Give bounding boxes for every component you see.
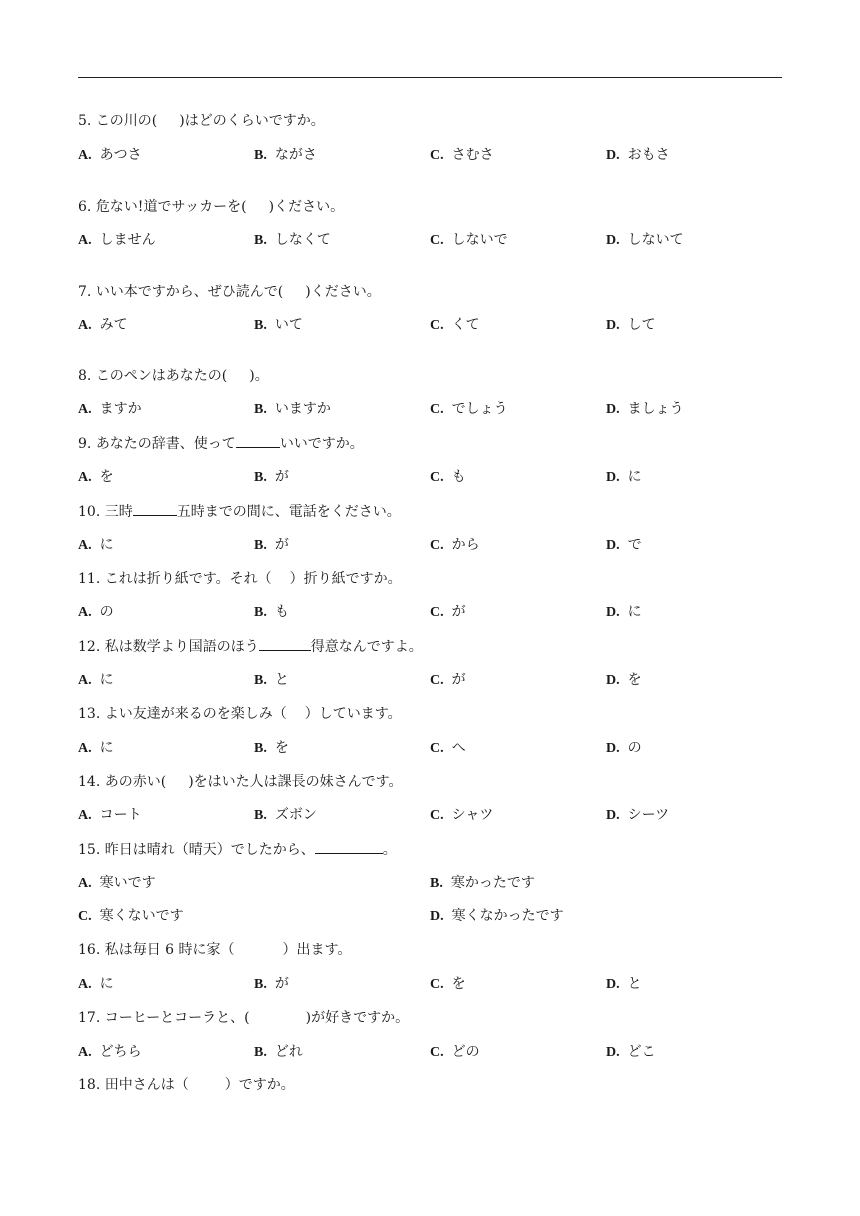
question-number: 12. xyxy=(78,639,101,655)
question-text-start: 昨日は晴れ（晴天）でしたから、 xyxy=(104,842,315,858)
option-b[interactable] xyxy=(430,874,535,893)
option-label: B. xyxy=(254,318,267,333)
option-label: A. xyxy=(78,673,92,688)
option-label: D. xyxy=(606,233,620,248)
question-number: 14. xyxy=(78,774,101,790)
option-c[interactable] xyxy=(430,806,493,825)
option-label: C. xyxy=(430,470,444,485)
option-d[interactable] xyxy=(606,603,642,622)
option-d[interactable] xyxy=(606,536,642,555)
option-c[interactable] xyxy=(430,468,466,487)
question-text-start: 田中さんは（ xyxy=(104,1077,189,1093)
option-c[interactable] xyxy=(430,231,508,250)
option-label: C. xyxy=(430,1045,444,1060)
option-text: おもさ xyxy=(627,147,670,163)
option-a[interactable] xyxy=(78,1043,142,1062)
question-text-end: )はどのくらいですか。 xyxy=(179,113,325,129)
option-label: A. xyxy=(78,808,92,823)
question-text-end: )をはいた人は課長の妹さんです。 xyxy=(188,774,403,790)
option-text: を xyxy=(99,469,114,485)
question-text-start: コーヒーとコーラと、( xyxy=(104,1010,250,1026)
option-text: ながさ xyxy=(274,147,317,163)
question-number: 9. xyxy=(78,436,92,452)
option-label: B. xyxy=(254,1045,267,1060)
question-number: 15. xyxy=(78,842,101,858)
option-label: D. xyxy=(606,741,620,756)
option-b[interactable] xyxy=(254,316,303,335)
option-label: A. xyxy=(78,318,92,333)
question-text-start: よい友達が来るのを楽しみ（ xyxy=(104,706,287,722)
option-text: を xyxy=(627,672,642,688)
option-text: どの xyxy=(451,1044,480,1060)
option-text: 寒くないです xyxy=(99,908,184,924)
option-d[interactable] xyxy=(606,316,656,335)
option-label: A. xyxy=(78,402,92,417)
option-label: C. xyxy=(430,741,444,756)
option-label: C. xyxy=(430,318,444,333)
question-blank xyxy=(133,502,177,516)
question-9 xyxy=(78,434,364,453)
option-label: C. xyxy=(78,909,92,924)
header-rule xyxy=(78,77,782,78)
question-text-end: )ください。 xyxy=(268,199,345,215)
option-text: どちら xyxy=(99,1044,142,1060)
question-number: 5. xyxy=(78,113,92,129)
question-12 xyxy=(78,637,423,656)
option-label: D. xyxy=(606,538,620,553)
option-label: A. xyxy=(78,741,92,756)
option-text: あつさ xyxy=(99,147,142,163)
option-label: D. xyxy=(606,808,620,823)
option-b[interactable] xyxy=(254,739,289,758)
option-label: B. xyxy=(254,673,267,688)
option-text: みて xyxy=(99,317,128,333)
question-6 xyxy=(78,198,344,216)
option-label: B. xyxy=(254,233,267,248)
question-text-end: ）折り紙ですか。 xyxy=(289,571,402,587)
option-text: に xyxy=(99,537,114,553)
option-label: C. xyxy=(430,148,444,163)
option-b[interactable] xyxy=(254,231,331,250)
option-label: D. xyxy=(606,977,620,992)
question-14 xyxy=(78,773,403,791)
option-a[interactable] xyxy=(78,316,128,335)
option-d[interactable] xyxy=(606,975,642,994)
option-d[interactable] xyxy=(606,806,669,825)
question-17 xyxy=(78,1009,409,1027)
option-a[interactable] xyxy=(78,231,156,250)
option-label: A. xyxy=(78,470,92,485)
option-b[interactable] xyxy=(254,603,289,622)
option-label: D. xyxy=(606,402,620,417)
option-a[interactable] xyxy=(78,874,156,893)
option-text: しません xyxy=(99,232,156,248)
option-label: A. xyxy=(78,876,92,891)
option-label: B. xyxy=(254,741,267,756)
option-label: B. xyxy=(254,538,267,553)
question-text-end: 。 xyxy=(382,842,397,858)
option-label: A. xyxy=(78,977,92,992)
option-a[interactable] xyxy=(78,400,142,419)
question-number: 10. xyxy=(78,504,101,520)
option-a[interactable] xyxy=(78,806,142,825)
question-text-end: いいですか。 xyxy=(279,436,364,452)
question-text-start: 私は数学より国語のほう xyxy=(104,639,259,655)
option-text: に xyxy=(627,604,642,620)
option-text: が xyxy=(274,976,289,992)
option-text: に xyxy=(99,976,114,992)
option-b[interactable] xyxy=(254,146,317,165)
option-c[interactable] xyxy=(430,316,480,335)
option-text: でしょう xyxy=(451,401,508,417)
question-number: 17. xyxy=(78,1010,101,1026)
option-c[interactable] xyxy=(430,603,466,622)
option-label: A. xyxy=(78,605,92,620)
option-label: A. xyxy=(78,1045,92,1060)
question-16 xyxy=(78,941,351,959)
option-text: が xyxy=(274,469,289,485)
option-text: ますか xyxy=(99,401,142,417)
option-label: D. xyxy=(606,470,620,485)
option-a[interactable] xyxy=(78,975,114,994)
option-label: D. xyxy=(606,673,620,688)
option-text: さむさ xyxy=(451,147,494,163)
option-text: しなくて xyxy=(274,232,331,248)
option-d[interactable] xyxy=(606,231,684,250)
option-label: B. xyxy=(254,148,267,163)
option-label: B. xyxy=(254,470,267,485)
option-label: B. xyxy=(254,605,267,620)
option-text: シーツ xyxy=(627,807,670,823)
option-text: と xyxy=(627,976,642,992)
option-label: D. xyxy=(606,605,620,620)
question-number: 11. xyxy=(78,571,101,587)
option-label: D. xyxy=(606,148,620,163)
option-text: ましょう xyxy=(627,401,684,417)
question-number: 7. xyxy=(78,284,92,300)
question-text-start: これは折り紙です。それ（ xyxy=(104,571,272,587)
question-13 xyxy=(78,705,402,723)
question-text-end: )。 xyxy=(249,368,269,384)
option-d[interactable] xyxy=(606,1043,656,1062)
option-text: へ xyxy=(451,740,466,756)
option-d[interactable] xyxy=(606,671,642,690)
question-text-start: 危ない!道でサッカーを( xyxy=(95,199,247,215)
option-a[interactable] xyxy=(78,536,114,555)
option-label: C. xyxy=(430,605,444,620)
option-d[interactable] xyxy=(606,146,670,165)
question-blank xyxy=(236,434,280,448)
option-a[interactable] xyxy=(78,603,114,622)
option-text: を xyxy=(274,740,289,756)
question-blank xyxy=(259,637,311,651)
option-b[interactable] xyxy=(254,1043,303,1062)
option-text: しないで xyxy=(451,232,508,248)
option-d[interactable] xyxy=(606,468,642,487)
question-number: 8. xyxy=(78,368,92,384)
option-text: いて xyxy=(274,317,303,333)
question-text-start: このペンはあなたの( xyxy=(95,368,228,384)
option-c[interactable] xyxy=(430,739,466,758)
option-text: いますか xyxy=(274,401,331,417)
option-label: C. xyxy=(430,538,444,553)
option-a[interactable] xyxy=(78,468,114,487)
option-label: C. xyxy=(430,673,444,688)
question-text-end: )ください。 xyxy=(305,284,381,300)
option-text: に xyxy=(627,469,642,485)
option-b[interactable] xyxy=(254,468,289,487)
option-text: が xyxy=(451,672,466,688)
option-c[interactable] xyxy=(430,975,466,994)
option-b[interactable] xyxy=(254,806,317,825)
option-label: A. xyxy=(78,148,92,163)
option-text: ズボン xyxy=(274,807,317,823)
question-11 xyxy=(78,570,402,588)
question-text-start: あの赤い( xyxy=(104,774,167,790)
option-text: から xyxy=(451,537,480,553)
option-text: シャツ xyxy=(451,807,494,823)
question-text-end: ）出ます。 xyxy=(282,942,352,958)
question-text-end: ）しています。 xyxy=(304,706,402,722)
option-label: D. xyxy=(430,909,444,924)
option-text: が xyxy=(451,604,466,620)
option-label: C. xyxy=(430,977,444,992)
question-7 xyxy=(78,283,381,301)
option-text: も xyxy=(274,604,289,620)
option-label: D. xyxy=(606,1045,620,1060)
question-number: 18. xyxy=(78,1077,101,1093)
question-8 xyxy=(78,367,269,385)
option-label: D. xyxy=(606,318,620,333)
option-text: の xyxy=(627,740,642,756)
question-text-end: 五時までの間に、電話をください。 xyxy=(176,504,401,520)
option-text: を xyxy=(451,976,466,992)
option-c[interactable] xyxy=(430,1043,480,1062)
option-text: と xyxy=(274,672,289,688)
option-c[interactable] xyxy=(78,907,184,926)
option-text: 寒くなかったです xyxy=(451,908,564,924)
option-label: B. xyxy=(254,808,267,823)
option-d[interactable] xyxy=(606,739,642,758)
question-text-start: 私は毎日 6 時に家（ xyxy=(104,942,235,958)
option-text: どれ xyxy=(274,1044,303,1060)
option-text: コート xyxy=(99,807,142,823)
option-a[interactable] xyxy=(78,739,114,758)
question-15 xyxy=(78,840,397,859)
option-label: C. xyxy=(430,233,444,248)
option-b[interactable] xyxy=(254,400,331,419)
option-c[interactable] xyxy=(430,536,480,555)
option-label: C. xyxy=(430,808,444,823)
option-d[interactable] xyxy=(430,907,564,926)
option-text: 寒かったです xyxy=(450,875,535,891)
option-text: くて xyxy=(451,317,480,333)
question-text-start: この川の( xyxy=(95,113,158,129)
option-a[interactable] xyxy=(78,671,114,690)
option-b[interactable] xyxy=(254,671,289,690)
option-text: で xyxy=(627,537,642,553)
option-c[interactable] xyxy=(430,146,494,165)
option-text: も xyxy=(451,469,466,485)
question-text-end: ）ですか。 xyxy=(224,1077,295,1093)
option-text: どこ xyxy=(627,1044,656,1060)
option-a[interactable] xyxy=(78,146,142,165)
question-number: 6. xyxy=(78,199,92,215)
option-label: A. xyxy=(78,538,92,553)
question-18 xyxy=(78,1076,295,1094)
option-text: して xyxy=(627,317,656,333)
question-text-end: )が好きですか。 xyxy=(305,1010,410,1026)
question-text-end: 得意なんですよ。 xyxy=(310,639,423,655)
option-d[interactable] xyxy=(606,400,684,419)
question-text-start: 三時 xyxy=(104,504,133,520)
option-b[interactable] xyxy=(254,536,289,555)
option-text: の xyxy=(99,604,114,620)
question-number: 13. xyxy=(78,706,101,722)
option-label: B. xyxy=(254,402,267,417)
option-text: に xyxy=(99,672,114,688)
option-text: に xyxy=(99,740,114,756)
option-b[interactable] xyxy=(254,975,289,994)
question-5 xyxy=(78,112,325,130)
question-blank xyxy=(315,840,383,854)
question-10 xyxy=(78,502,401,521)
option-text: しないて xyxy=(627,232,684,248)
option-text: 寒いです xyxy=(99,875,156,891)
option-label: B. xyxy=(430,876,443,891)
option-label: B. xyxy=(254,977,267,992)
option-label: C. xyxy=(430,402,444,417)
option-c[interactable] xyxy=(430,671,466,690)
question-text-start: いい本ですから、ぜひ読んで( xyxy=(95,284,284,300)
question-number: 16. xyxy=(78,942,101,958)
question-text-start: あなたの辞書、使って xyxy=(95,436,236,452)
option-c[interactable] xyxy=(430,400,508,419)
option-text: が xyxy=(274,537,289,553)
option-label: A. xyxy=(78,233,92,248)
